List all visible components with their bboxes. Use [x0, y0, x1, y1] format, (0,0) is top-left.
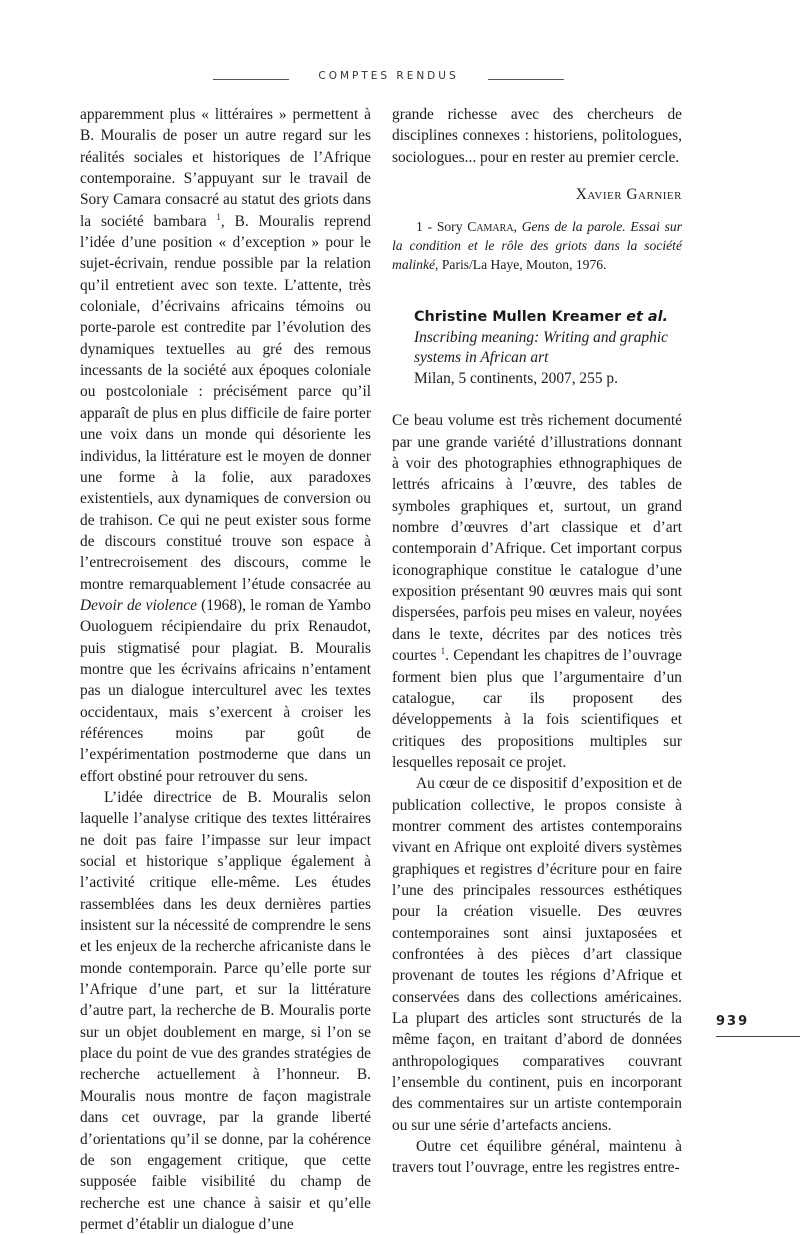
page-number-rule: [716, 1036, 800, 1037]
book-title: Inscribing meaning: Writing and graphic systems in African art: [414, 329, 668, 367]
header-rule-left: [213, 79, 289, 80]
footnote: 1 - Sory Camara, Gens de la parole. Essai sur la condition et le rôle des griots dans la société malinké, Paris/La Haye, Mouton, 1976.: [392, 219, 683, 273]
paragraph: L’idée directrice de B. Mouralis selon laquelle l’analyse critique des textes littéraires ne doit pas faire l’impasse sur leur impact social et historique s’applique également à l’activité critique elle-même. Les études rassemblées dans les deux dernières parties insistent sur la nécessité de comprendre le sens et les enjeux de la recherche africaniste dans le monde contemporain. Parce qu’elle porte sur l’Afrique d’une part, et sur la littérature d’autre part, la recherche de B. Mouralis porte sur un objet doublement en marge, si l’on se place du point de vue des grandes stratégies de recherche actuellement à l’honneur. B. Mouralis nous montre de façon magistrale dans cet ouvrage, par la grande liberté d’orientations qu’il se donne, par la cohérence de son engagement critique, que cette supposée faible visibilité du champ de recherche est une chance à saisir et qu’elle permet d’établir un dialogue d’une: [80, 789, 371, 1233]
footnote-ref[interactable]: 1: [216, 211, 221, 222]
paragraph-continued: grande richesse avec des chercheurs de disciplines connexes : historiens, politologues, sociologues... pour en rester au premier cercle.: [392, 106, 682, 166]
paragraph: Ce beau volume est très richement documenté par une grande variété d’illustrations donnant à voir des photographies ethnographiques de lettrés africains à l’œuvre, des tables de symboles graphiques et, surtout, un grand nombre d’œuvres d’art classique et d’art contemporain d’Afrique. Cet important corpus iconographique constitue le catalogue d’une exposition présentant 90 œuvres mais qui sont dispersées, parfois peu mises en valeur, noyées dans le texte, décrites par des notices très courtes $^1$. Cependant les chapitres de l’ouvrage forment bien plus que l’argumentaire d’un catalogue, car ils proposent des développements à la fois scientifiques et critiques des propositions multiples sur lesquelles reposait ce projet.: [392, 412, 683, 771]
footnote-ref[interactable]: 1: [440, 646, 446, 657]
paragraph-continued: apparemment plus « littéraires » permettent à B. Mouralis de poser un autre regard sur les réalités sociales et historiques de l’Afrique contemporaine. S’appuyant sur le travail de Sory Camara consacré au statut des griots dans la société bambara $^1$, B. Mouralis reprend l’idée d’une position « d’exception » pour le sujet-écrivain, rendue possible par la relation qu’il entretient avec son texte. L’attente, très coloniale, d’écrivains africains témoins ou porte-parole est contredite par l’évolution des dynamiques textuelles au gré des remous incessants de la société aux époques coloniale ou postcoloniale : précisément parce qu’il apparaît de plus en plus difficile de faire porter une voix dans un monde qui désoriente les individus, la littérature est le moyen de donner une forme à la folie, aux paradoxes existentiels, aux dynamiques de conversion ou de trahison. Ce qui ne peut exister sous forme de discours constitué trouve son espace à l’entrecroisement des discours, comme le montre remarquablement l’étude consacrée au Devoir de violence (1968), le roman de Yambo Ouologuem récipiendaire du prix Renaudot, puis stigmatisé pour plagiat. B. Mouralis montre que les écrivains africains n’entament pas un dialogue interculturel avec les textes occidentaux, mais s’exercent à croiser les références moins par goût de l’expérimentation postmoderne que dans un effort obstiné pour retrouver du sens.: [80, 106, 371, 785]
right-column: [392, 104, 682, 1179]
running-head: [0, 70, 800, 88]
left-column: [80, 104, 371, 1235]
review-body: [392, 410, 682, 1178]
book-publication: Milan, 5 continents, 2007, 255 p.: [414, 370, 618, 388]
page-number: 939: [716, 1014, 750, 1029]
book-reference: [392, 307, 682, 389]
running-head-label: COMPTES RENDUS: [318, 70, 459, 82]
book-author: Christine Mullen Kreamer et al.: [414, 309, 669, 326]
review-signature: Xavier Garnier: [575, 186, 682, 204]
cited-title: Devoir de violence: [80, 596, 197, 614]
paragraph: Outre cet équilibre général, maintenu à travers tout l’ouvrage, entre les registres entre-: [392, 1138, 682, 1177]
paragraph: Au cœur de ce dispositif d’exposition et de publication collective, le propos consiste à montrer comment des artistes contemporains vivant en Afrique ont exploité divers systèmes graphiques et registres d’écriture pour en faire l’une des principales ressources esthétiques pour la création visuelle. Des œuvres contemporaines sont ainsi juxtaposées et confrontées à des pièces d’art classique provenant de toutes les régions d’Afrique et conservées dans des collections américaines. La plupart des articles sont structurés de la même façon, en traitant d’abord de données anthropologiques comparatives couvrant l’ensemble du continent, puis en incorporant des commentaires sur un artiste contemporain ou sur une série d’artefacts anciens.: [392, 775, 682, 1134]
header-rule-right: [488, 79, 564, 80]
